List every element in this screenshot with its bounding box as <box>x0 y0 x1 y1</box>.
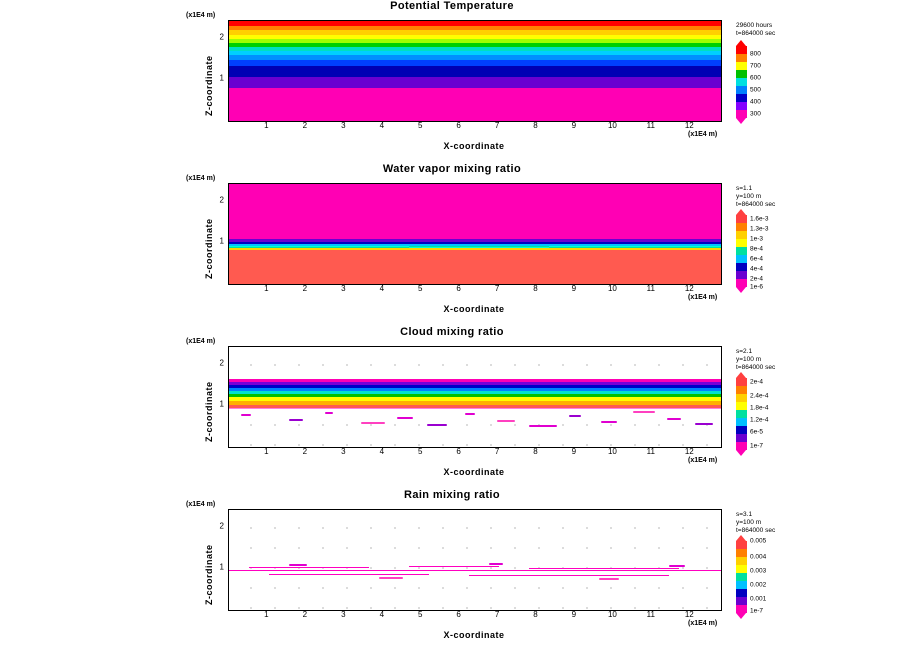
annotation-time: t=864000 sec <box>736 364 776 371</box>
colorbar-label: 6e-4 <box>750 255 764 263</box>
colorbar-label: 700 <box>750 62 761 70</box>
x-tick: 9 <box>571 447 577 456</box>
colorbar-label: 1.3e-3 <box>750 225 769 233</box>
x-unit-label: (x1E4 m) <box>688 620 718 627</box>
colorbar-label: 0.002 <box>750 581 767 589</box>
colorbar-label: 8e-4 <box>750 245 764 253</box>
x-unit-label: (x1E4 m) <box>688 131 718 138</box>
panel-title: Rain mixing ratio <box>403 489 501 501</box>
panel-potential-temperature <box>0 0 904 160</box>
colorbar-label: 500 <box>750 86 761 94</box>
annotation-s: s=3.1 <box>736 511 753 518</box>
x-tick: 4 <box>379 610 385 619</box>
z-unit-label: (x1E4 m) <box>186 501 216 508</box>
colorbar-label: 400 <box>750 98 761 106</box>
x-tick: 10 <box>607 284 617 293</box>
annotation-y: y=100 m <box>736 519 762 526</box>
x-unit-label: (x1E4 m) <box>688 294 718 301</box>
annotation-y: y=100 m <box>736 356 762 363</box>
colorbar-label: 300 <box>750 110 761 118</box>
x-tick: 12 <box>684 447 694 456</box>
x-tick: 2 <box>302 610 308 619</box>
colorbar-label: 2e-4 <box>750 275 764 283</box>
x-tick: 1 <box>264 121 269 130</box>
x-tick: 6 <box>456 121 461 130</box>
x-tick: 3 <box>341 447 346 456</box>
x-tick: 5 <box>417 284 423 293</box>
y-tick: 2 <box>219 32 224 42</box>
colorbar-label: 1e-7 <box>750 607 764 615</box>
z-unit-label: (x1E4 m) <box>186 338 216 345</box>
x-tick: 2 <box>302 121 308 130</box>
x-tick: 8 <box>533 610 538 619</box>
x-tick: 4 <box>379 284 385 293</box>
x-tick: 1 <box>264 610 269 619</box>
colorbar-label: 2.4e-4 <box>750 392 769 400</box>
x-tick: 2 <box>302 447 308 456</box>
plot-area <box>228 183 722 285</box>
x-tick: 8 <box>533 121 538 130</box>
annotation-time2: t=864000 sec <box>736 30 776 37</box>
x-tick: 7 <box>494 121 500 130</box>
y-axis-label: Z-coordinate <box>204 218 214 279</box>
y-tick: 2 <box>219 358 224 368</box>
x-tick: 12 <box>684 610 694 619</box>
x-axis-label: X-coordinate <box>443 304 505 314</box>
colorbar-label: 1e-3 <box>750 235 764 243</box>
x-tick: 11 <box>646 447 655 456</box>
colorbar-label: 6e-5 <box>750 428 764 436</box>
colorbar-label: 0.004 <box>750 553 767 561</box>
annotation-time: t=864000 sec <box>736 201 776 208</box>
colorbar-label: 0.005 <box>750 537 767 545</box>
plot-area <box>228 509 722 611</box>
y-tick: 1 <box>219 236 224 246</box>
colorbar-label: 1e-7 <box>750 442 764 450</box>
annotation-s: s=2.1 <box>736 348 753 355</box>
annotation-s: s=1.1 <box>736 185 753 192</box>
colorbar-label: 2e-4 <box>750 378 764 386</box>
x-tick: 1 <box>264 447 269 456</box>
colorbar-label: 800 <box>750 50 761 58</box>
x-tick: 4 <box>379 447 385 456</box>
x-tick: 5 <box>417 610 423 619</box>
x-tick: 5 <box>417 447 423 456</box>
x-tick: 7 <box>494 447 500 456</box>
annotation-y: y=100 m <box>736 193 762 200</box>
x-tick: 1 <box>264 284 269 293</box>
y-axis-label: Z-coordinate <box>204 381 214 442</box>
x-tick: 12 <box>684 284 694 293</box>
panel-rain-mixing-ratio <box>0 489 904 654</box>
x-tick: 9 <box>571 284 577 293</box>
z-unit-label: (x1E4 m) <box>186 12 216 19</box>
x-tick: 10 <box>607 447 617 456</box>
x-tick: 3 <box>341 610 346 619</box>
x-tick: 10 <box>607 121 617 130</box>
colorbar-label: 1.8e-4 <box>750 404 769 412</box>
z-unit-label: (x1E4 m) <box>186 175 216 182</box>
x-tick: 9 <box>571 610 577 619</box>
x-tick: 3 <box>341 121 346 130</box>
x-tick: 9 <box>571 121 577 130</box>
colorbar-label: 1e-6 <box>750 283 764 291</box>
y-tick: 2 <box>219 521 224 531</box>
x-unit-label: (x1E4 m) <box>688 457 718 464</box>
y-axis-label: Z-coordinate <box>204 55 214 116</box>
panel-cloud-mixing-ratio <box>0 326 904 486</box>
annotation-time: t=864000 sec <box>736 527 776 534</box>
x-axis-label: X-coordinate <box>443 467 505 477</box>
x-tick: 11 <box>646 121 655 130</box>
y-tick: 1 <box>219 399 224 409</box>
panel-title: Water vapor mixing ratio <box>382 163 522 175</box>
x-tick: 2 <box>302 284 308 293</box>
colorbar-label: 0.001 <box>750 595 767 603</box>
x-tick: 11 <box>646 284 655 293</box>
panel-water-vapor-mixing-ratio <box>0 163 904 323</box>
x-tick: 4 <box>379 121 385 130</box>
panel-title: Potential Temperature <box>390 0 514 12</box>
x-tick: 7 <box>494 284 500 293</box>
colorbar-label: 0.003 <box>750 567 767 575</box>
x-tick: 6 <box>456 284 461 293</box>
colorbar-label: 1.6e-3 <box>750 215 769 223</box>
y-tick: 1 <box>219 562 224 572</box>
x-tick: 12 <box>684 121 694 130</box>
panel-title: Cloud mixing ratio <box>400 326 504 338</box>
plot-area <box>228 346 722 448</box>
annotation-time: 29600 hours <box>736 22 773 29</box>
x-tick: 6 <box>456 610 461 619</box>
x-tick: 8 <box>533 284 538 293</box>
y-tick: 1 <box>219 73 224 83</box>
x-tick: 3 <box>341 284 346 293</box>
colorbar-label: 4e-4 <box>750 265 764 273</box>
x-tick: 5 <box>417 121 423 130</box>
x-tick: 8 <box>533 447 538 456</box>
y-tick: 2 <box>219 195 224 205</box>
x-tick: 7 <box>494 610 500 619</box>
x-tick: 11 <box>646 610 655 619</box>
colorbar-label: 600 <box>750 74 761 82</box>
colorbar-label: 1.2e-4 <box>750 416 769 424</box>
x-axis-label: X-coordinate <box>443 630 505 640</box>
x-tick: 6 <box>456 447 461 456</box>
x-tick: 10 <box>607 610 617 619</box>
plot-area <box>228 20 722 122</box>
x-axis-label: X-coordinate <box>443 141 505 151</box>
y-axis-label: Z-coordinate <box>204 544 214 605</box>
